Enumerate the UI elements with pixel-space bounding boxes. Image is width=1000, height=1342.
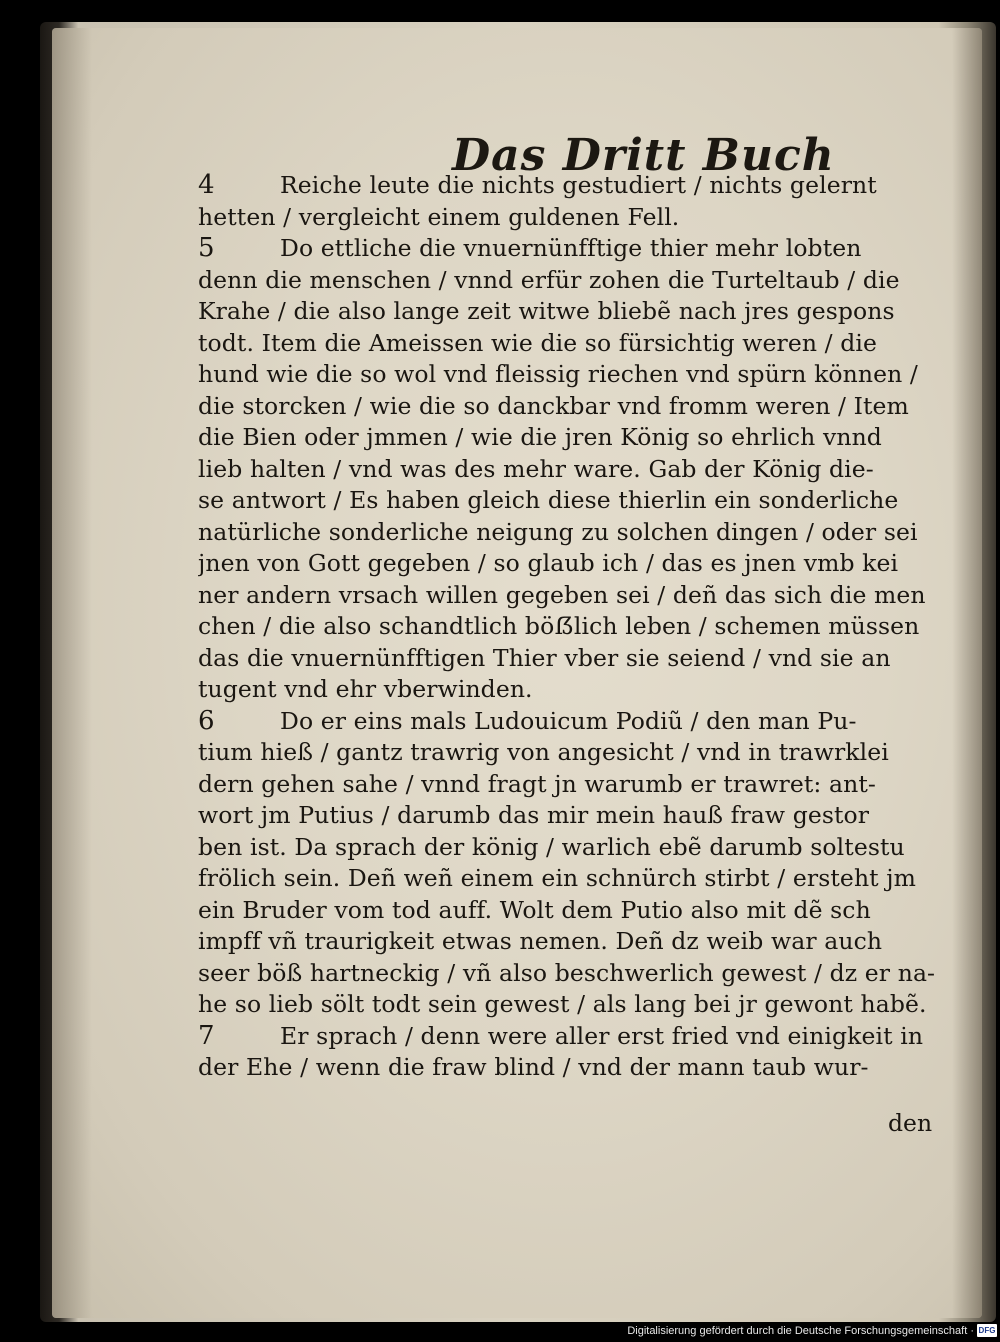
text-line — [198, 233, 938, 265]
line-text: se antwort / Es haben gleich diese thierlin ein sonderliche — [198, 486, 899, 514]
text-line — [198, 926, 938, 958]
line-text: tugent vnd ehr vberwinden. — [198, 675, 533, 703]
line-text: chen / die also schandtlich böẞlich leben / schemen müssen — [198, 612, 920, 640]
text-line — [198, 895, 938, 927]
line-text: der Ehe / wenn die fraw blind / vnd der mann taub wur- — [198, 1053, 869, 1081]
text-line — [198, 832, 938, 864]
text-line — [198, 485, 938, 517]
line-text: denn die menschen / vnnd erfür zohen die Turteltaub / die — [198, 265, 900, 294]
text-line — [198, 674, 938, 706]
funding-credit: Digitalisierung gefördert durch die Deutsche Forschungsgemeinschaft · — [627, 1325, 974, 1337]
text-line — [198, 359, 938, 391]
text-line — [198, 737, 938, 769]
paragraph-number: 7 — [198, 1020, 215, 1051]
text-line — [198, 800, 938, 832]
text-line — [198, 611, 938, 643]
text-line — [198, 391, 938, 423]
line-text: dern gehen sahe / vnnd fragt jn warumb er trawret: ant- — [198, 769, 876, 798]
paragraph-number: 5 — [198, 233, 215, 263]
text-line — [198, 1052, 938, 1084]
line-text: natürliche sonderliche neigung zu solchen dingen / oder sei — [198, 517, 918, 546]
paragraph-number: 6 — [198, 705, 215, 736]
line-text: ein Bruder vom tod auff. Wolt dem Putio also mit dẽ sch — [198, 895, 871, 924]
line-text: Reiche leute die nichts gestudiert / nichts gelernt — [280, 171, 877, 199]
text-line — [198, 769, 938, 801]
line-text: Krahe / die also lange zeit witwe bliebẽ nach jres gespons — [198, 297, 895, 325]
text-line — [198, 958, 938, 990]
text-line — [198, 170, 938, 202]
line-text: ner andern vrsach willen gegeben sei / deñ das sich die men — [198, 580, 926, 609]
catchword: den — [888, 1109, 933, 1137]
text-line — [198, 454, 938, 486]
line-text: die Bien oder jmmen / wie die jren König so ehrlich vnnd — [198, 423, 882, 451]
line-text: tium hieß / gantz trawrig von angesicht / vnd in trawrklei — [198, 738, 889, 766]
line-text: Do er eins mals Ludouicum Podiũ / den man Pu- — [280, 706, 857, 735]
text-line — [198, 328, 938, 360]
text-line — [198, 643, 938, 675]
line-text: die storcken / wie die so danckbar vnd fromm weren / Item — [198, 391, 909, 420]
line-text: seer böß hartneckig / vñ also beschwerlich gewest / dz er na- — [198, 958, 936, 987]
text-line — [198, 1021, 938, 1053]
text-line — [198, 706, 938, 738]
dfg-logo-icon: DFG — [978, 1326, 996, 1335]
line-text: Er sprach / denn were aller erst fried vnd einigkeit in — [280, 1021, 924, 1050]
line-text: jnen von Gott gegeben / so glaub ich / das es jnen vmb kei — [198, 549, 899, 577]
text-line — [198, 202, 938, 234]
line-text: impff vñ traurigkeit etwas nemen. Deñ dz weib war auch — [198, 927, 883, 955]
text-line — [198, 989, 938, 1021]
text-line — [198, 517, 938, 549]
text-line — [198, 265, 938, 297]
text-line — [198, 422, 938, 454]
line-text: lieb halten / vnd was des mehr ware. Gab der König die- — [198, 454, 874, 483]
text-line — [198, 580, 938, 612]
line-text: das die vnuernünfftigen Thier vber sie seiend / vnd sie an — [198, 643, 891, 672]
line-text: he so lieb sölt todt sein gewest / als lang bei jr gewont habẽ. — [198, 990, 927, 1018]
line-text: hetten / vergleicht einem guldenen Fell. — [198, 202, 680, 231]
page-text — [198, 170, 938, 1084]
line-text: hund wie die so wol vnd fleissig riechen vnd spürn können / — [198, 360, 918, 388]
line-text: Do ettliche die vnuernünfftige thier mehr lobten — [280, 234, 862, 262]
text-line — [198, 296, 938, 328]
text-line — [198, 863, 938, 895]
running-head: Das Dritt Buch — [452, 130, 835, 181]
text-line — [198, 548, 938, 580]
line-text: frölich sein. Deñ weñ einem ein schnürch stirbt / ersteht jm — [198, 864, 917, 892]
line-text: ben ist. Da sprach der könig / warlich ebẽ darumb soltestu — [198, 832, 905, 861]
paragraph-number: 4 — [198, 170, 215, 200]
line-text: wort jm Putius / darumb das mir mein hauß fraw gestor — [198, 801, 870, 829]
line-text: todt. Item die Ameissen wie die so fürsichtig weren / die — [198, 328, 878, 357]
